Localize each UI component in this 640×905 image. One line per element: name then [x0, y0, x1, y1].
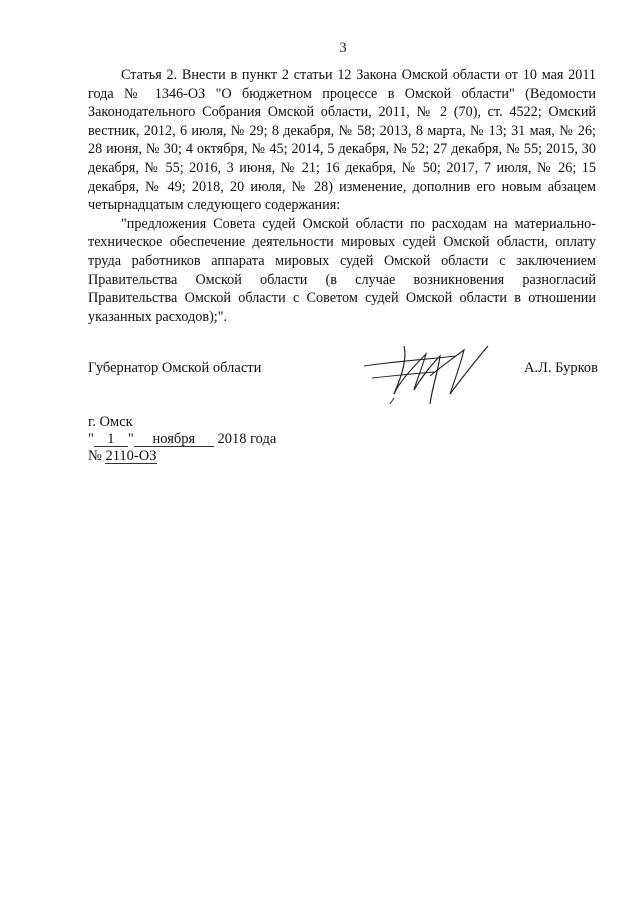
city: г. Омск: [88, 414, 133, 430]
handwritten-signature: [360, 332, 510, 412]
date-line: [88, 431, 276, 448]
law-number-prefix: №: [88, 448, 102, 464]
law-number: 2110-ОЗ: [105, 448, 157, 464]
city-line: [88, 414, 276, 431]
article-paragraph-2: "предложения Совета судей Омской области по расходам на материально-техническое обеспечение деятельности мировых судей Омской области, оплату труда работников аппарата мировых судей Омской области с заключением Правительства Омской области (в случае возникновения разногласий Правительства Омской области с Советом судей Омской области в отношении указанных расходов);".: [88, 215, 596, 325]
signatory-title: Губернатор Омской области: [88, 360, 262, 376]
date-close-quote: ": [127, 431, 134, 447]
date-month: ноября: [134, 432, 214, 447]
page-number: 3: [339, 40, 347, 56]
article-body: [88, 66, 596, 326]
signatory-name: А.Л. Бурков: [523, 360, 598, 376]
date-year: 2018 года: [217, 431, 277, 447]
signature-row: [88, 360, 598, 420]
date-open-quote: ": [88, 431, 94, 447]
place-date-block: [88, 414, 276, 465]
article-paragraph-1: Статья 2. Внести в пункт 2 статьи 12 Закона Омской области от 10 мая 2011 года № 1346-ОЗ "О бюджетном процессе в Омской области" (Ведомости Законодательного Собрания Омской области, 2011, № 2 (70), ст. 4522; Омский вестник, 2012, 6 июля, № 29; 8 декабря, № 58; 2013, 8 марта, № 13; 31 мая, № 26; 28 июня, № 30; 4 октября, № 45; 2014, 5 декабря, № 52; 27 декабря, № 55; 2015, 30 декабря, № 55; 2016, 3 июня, № 21; 16 декабря, № 50; 2017, 7 июля, № 26; 15 декабря, № 49; 2018, 20 июля, № 28) изменение, дополнив его новым абзацем четырнадцатым следующего содержания:: [88, 67, 596, 214]
law-number-line: [88, 448, 276, 465]
date-day: 1: [94, 432, 128, 447]
